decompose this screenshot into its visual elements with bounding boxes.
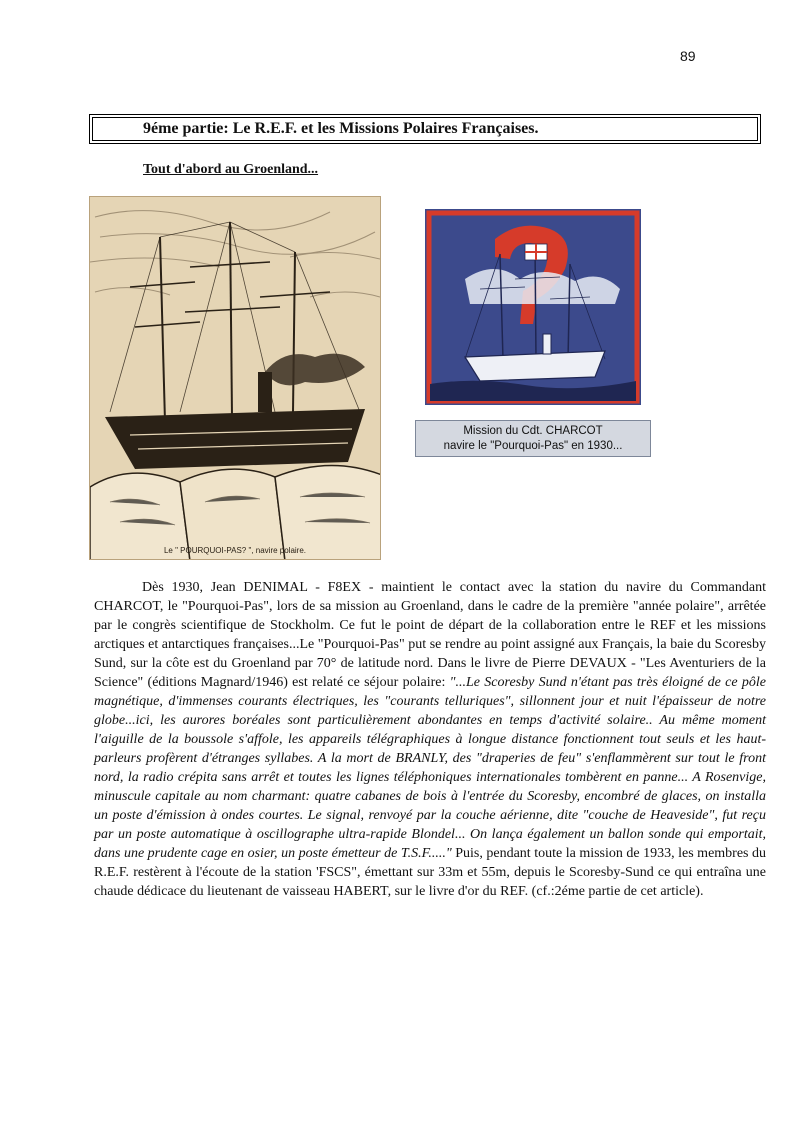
section-title: 9éme partie: Le R.E.F. et les Missions Polaires Françaises.: [92, 117, 758, 141]
page-number: 89: [680, 48, 696, 64]
charcot-poster-illustration: [425, 209, 641, 405]
article-body: [94, 578, 766, 901]
article-para-end: Puis, pendant toute la mission de 1933, les membres du R.E.F. restèrent à l'écoute de la station 'FSCS", émettant sur 33m et 55m, depuis le Scoresby-Sund ce qui entraîna une chaude dédicace du lieutenant de vaisseau HABERT, sur le livre d'or du REF. (cf.:2éme partie de cet article).: [94, 846, 767, 899]
ship-drawing-illustration: [90, 197, 381, 560]
charcot-poster-figure: [425, 209, 641, 405]
section-subtitle: Tout d'abord au Groenland...: [143, 162, 319, 177]
poster-caption-line1: Mission du Cdt. CHARCOT: [463, 425, 603, 437]
ship-drawing-figure: [89, 196, 381, 560]
article-para-start: Dès 1930, Jean DENIMAL - F8EX - maintient le contact avec la station du navire du Commandant CHARCOT, le "Pourquoi-Pas", lors de sa mission au Groenland, dans le cadre de la première "année polaire", arrêtée par le congrès scientifique de Stockholm. Ce fut le point de départ de la collaboration entre le REF et les missions arctiques et antarctiques françaises...Le "Pourquoi-Pas" put se rendre au point assigné aux Français, la baie du Scoresby Sund, sur la côte est du Groenland par 70° de latitude nord. Dans le livre de Pierre DEVAUX - "Les Aventuriers de la Science" (éditions Magnard/1946) est relaté ce séjour polaire:: [94, 580, 766, 690]
ship-drawing-caption: Le " POURQUOI-PAS? ", navire polaire.: [163, 546, 307, 555]
poster-caption-line2: navire le "Pourquoi-Pas" en 1930...: [443, 440, 623, 452]
title-box: [89, 114, 761, 144]
article-quote: "...Le Scoresby Sund n'étant pas très éloigné de ce pôle magnétique, d'immenses courants électriques, les "courants telluriques", sillonnent jour et nuit l'épaisseur de notre globe...ici, les aurores boréales sont particulièrement abondantes en temps d'activité solaire.. Au même moment l'aiguille de la boussole s'affole, les appareils télégraphiques à longue distance fonctionnent tout seuls et les haut-parleurs profèrent d'étranges syllabes. A la mort de BRANLY, des "draperies de feu" s'enflammèrent sur tout le front nord, la radio crépita sans arrêt et toutes les lignes téléphoniques internationales tombèrent en panne... A Rosenvige, minuscule capitale au nom charmant: quatre cabanes de bois à l'entrée du Scoresby, encombré de glaces, on installa un poste d'émission à ondes courtes. Le signal, renvoyé par la couche aérienne, dite "couche de Heaveside", fut reçu par un poste automatique à oscillographe ultra-rapide Blondel... On lança également un ballon sonde qui emportait, dans une prudente cage en osier, un poste émetteur de T.S.F.....": [94, 675, 766, 861]
poster-caption: [415, 420, 651, 457]
